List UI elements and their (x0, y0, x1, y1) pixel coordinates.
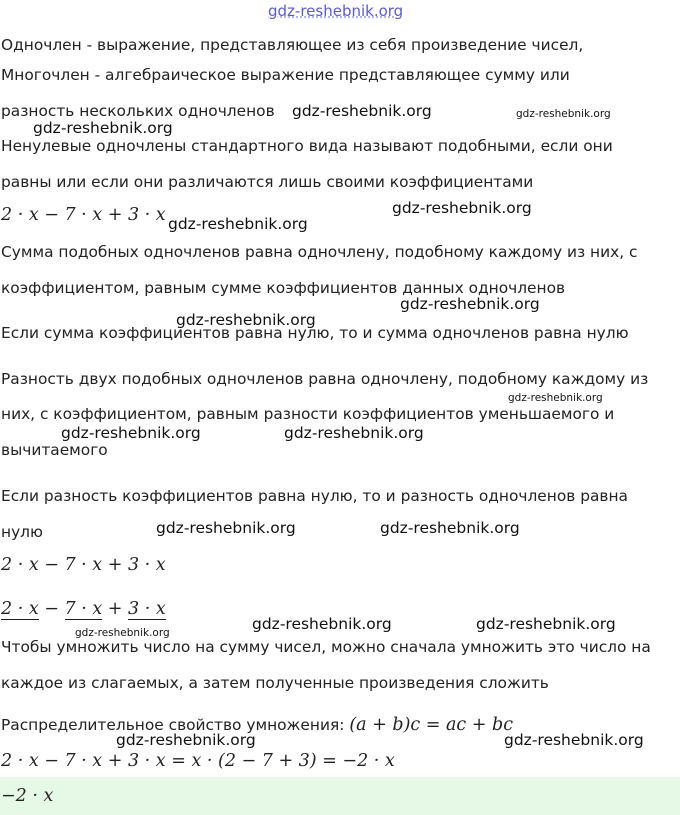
watermark: gdz-reshebnik.org (476, 615, 616, 633)
text-line-difference-rule: Разность двух подобных одночленов равна одночлену, подобному каждому из (1, 370, 649, 388)
text-line-multiply-rule: Чтобы умножить число на сумму чисел, можно сначала умножить это число на (1, 638, 651, 656)
text-line-monomial: Одночлен - выражение, представляющее из себя произведение чисел, (1, 36, 584, 54)
watermark: gdz-reshebnik.org (176, 311, 316, 329)
text-line-multiply-rule-cont: каждое из слагаемых, а затем полученные произведения сложить (1, 674, 549, 692)
text-line-difference-zero-cont: нулю (1, 523, 43, 541)
watermark: gdz-reshebnik.org (284, 424, 424, 442)
text-line-similar: Ненулевые одночлены стандартного вида называют подобными, если они (1, 137, 613, 155)
answer-box (0, 777, 680, 815)
math-plus: + (102, 599, 128, 619)
text-line-sum-zero: Если сумма коэффициентов равна нулю, то и сумма одночленов равна нулю (1, 324, 629, 342)
watermark: gdz-reshebnik.org (292, 102, 432, 120)
watermark: gdz-reshebnik.org (508, 392, 603, 404)
math-term-2: 7 · x (64, 599, 103, 619)
math-expression-underlined (1, 598, 166, 620)
text-line-sum-rule-cont: коэффициентом, равным сумме коэффициентов данных одночленов (1, 279, 566, 297)
watermark: gdz-reshebnik.org (516, 108, 611, 120)
watermark: gdz-reshebnik.org (116, 731, 256, 749)
math-term-3: 3 · x (128, 599, 166, 619)
watermark: gdz-reshebnik.org (380, 519, 520, 537)
watermark: gdz-reshebnik.org (156, 519, 296, 537)
text-line-polynomial-cont: разность нескольких одночленов (1, 102, 275, 120)
text-line-difference-zero: Если разность коэффициентов равна нулю, то и разность одночленов равна (1, 487, 628, 505)
watermark: gdz-reshebnik.org (504, 731, 644, 749)
math-minus: − (38, 599, 65, 619)
watermark: gdz-reshebnik.org (75, 627, 170, 639)
answer-value: −2 · x (1, 786, 54, 806)
watermark: gdz-reshebnik.org (392, 199, 532, 217)
math-expression: 2 · x − 7 · x + 3 · x (1, 205, 166, 225)
text-line-similar-cont: равны или если они различаются лишь своими коэффициентами (1, 173, 534, 191)
text-line-difference-rule-cont: них, с коэффициентом, равным разности коэффициентов уменьшаемого и (1, 405, 615, 423)
watermark-top[interactable]: gdz-reshebnik.org (268, 2, 404, 20)
math-term-1: 2 · x (1, 599, 39, 619)
text-line-distributive (1, 715, 513, 735)
text-line-polynomial: Многочлен - алгебраическое выражение представляющее сумму или (1, 66, 570, 84)
distributive-label: Распределительное свойство умножения: (1, 716, 345, 734)
text-line-difference-rule-end: вычитаемого (1, 441, 108, 459)
watermark: gdz-reshebnik.org (33, 119, 173, 137)
watermark: gdz-reshebnik.org (168, 215, 308, 233)
math-expression-2: 2 · x − 7 · x + 3 · x (1, 555, 166, 575)
watermark: gdz-reshebnik.org (252, 615, 392, 633)
math-full-solution: 2 · x − 7 · x + 3 · x = x · (2 − 7 + 3) = −2 · x (1, 751, 395, 771)
distributive-formula: (a + b)c = ac + bc (349, 715, 514, 735)
watermark: gdz-reshebnik.org (61, 424, 201, 442)
watermark: gdz-reshebnik.org (400, 295, 540, 313)
text-line-sum-rule: Сумма подобных одночленов равна одночлену, подобному каждому из них, с (1, 243, 638, 261)
